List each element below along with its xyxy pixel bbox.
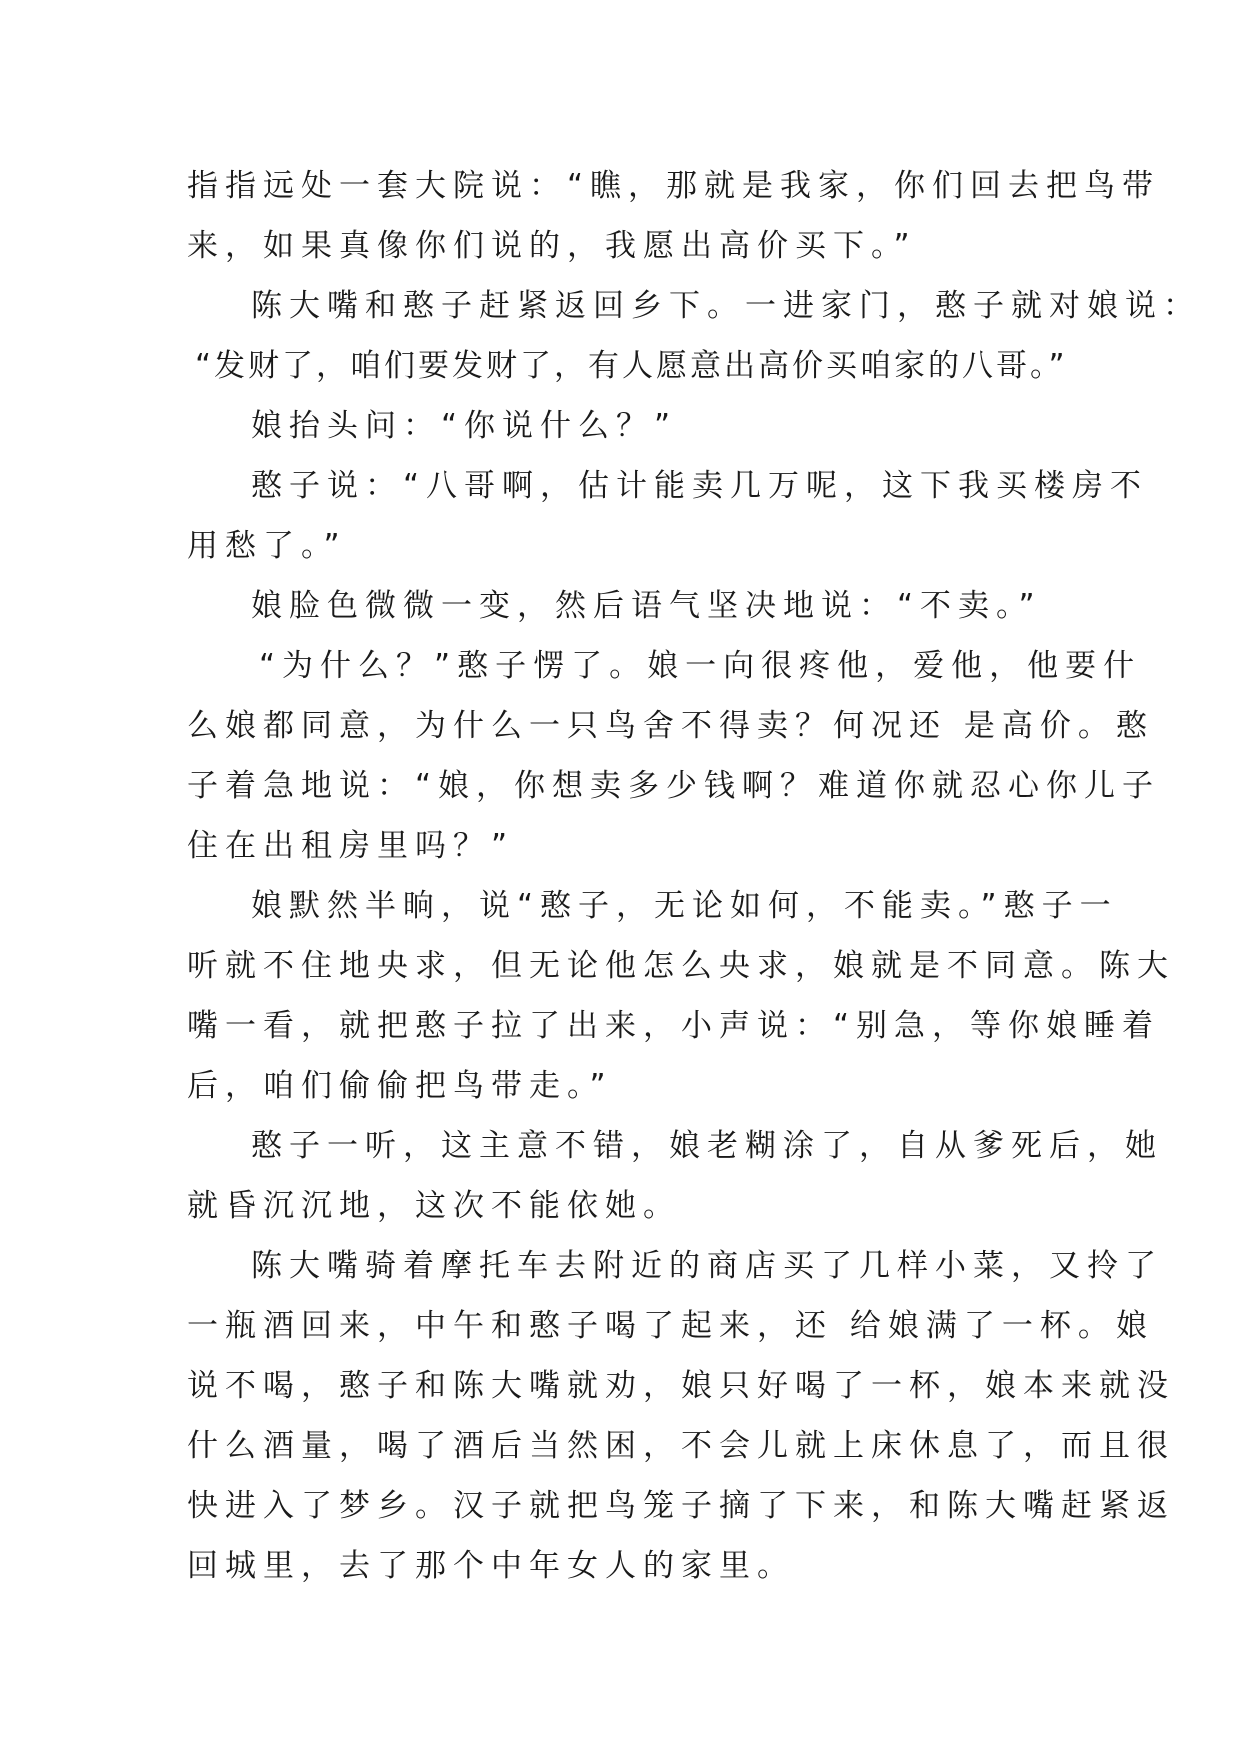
text-line: 子着急地说：“娘，你想卖多少钱啊？难道你就忍心你儿子 [187,768,1161,804]
story-text [187,156,1201,1596]
text-line: 住在出租房里吗？” [187,828,515,864]
text-line: 嘴一看，就把憨子拉了出来，小声说：“别急，等你娘睡着 [187,1008,1161,1044]
text-line: “为什么？”憨子愣了。娘一向很疼他，爱他，他要什 [259,648,1142,684]
text-line: 回城里，去了那个中年女人的家里。 [187,1548,795,1584]
text-line: 就昏沉沉地，这次不能依她。 [187,1188,681,1224]
text-line: 说不喝，憨子和陈大嘴就劝，娘只好喝了一杯，娘本来就没 [187,1368,1175,1404]
text-line: 憨子一听，这主意不错，娘老糊涂了，自从爹死后，她 [251,1128,1163,1164]
text-line: “发财了，咱们要发财了，有人愿意出高价买咱家的八哥。” [195,348,1068,384]
text-line: 用愁了。” [187,528,347,564]
text-line: 么娘都同意，为什么一只鸟舍不得卖？何况还 是高价。憨 [187,708,1154,744]
text-line: 一瓶酒回来，中午和憨子喝了起来，还 给娘满了一杯。娘 [187,1308,1154,1344]
text-line: 娘默然半晌，说“憨子，无论如何，不能卖。”憨子一 [251,888,1118,924]
text-line: 陈大嘴骑着摩托车去附近的商店买了几样小菜，又拎了 [251,1248,1163,1284]
text-line: 憨子说：“八哥啊，估计能卖几万呢，这下我买楼房不 [251,468,1149,504]
text-line: 娘脸色微微一变，然后语气坚决地说：“不卖。” [251,588,1042,624]
text-line: 听就不住地央求，但无论他怎么央求，娘就是不同意。陈大 [187,948,1175,984]
text-line: 快进入了梦乡。汉子就把鸟笼子摘了下来，和陈大嘴赶紧返 [187,1488,1175,1524]
text-line: 娘抬头问：“你说什么？” [251,408,678,444]
text-line: 陈大嘴和憨子赶紧返回乡下。一进家门，憨子就对娘说： [251,288,1201,324]
text-line: 后，咱们偷偷把鸟带走。” [187,1068,613,1104]
text-line: 指指远处一套大院说：“瞧，那就是我家，你们回去把鸟带 [187,168,1161,204]
text-line: 什么酒量，喝了酒后当然困，不会儿就上床休息了，而且很 [187,1428,1175,1464]
text-line: 来，如果真像你们说的，我愿出高价买下。” [187,228,917,264]
